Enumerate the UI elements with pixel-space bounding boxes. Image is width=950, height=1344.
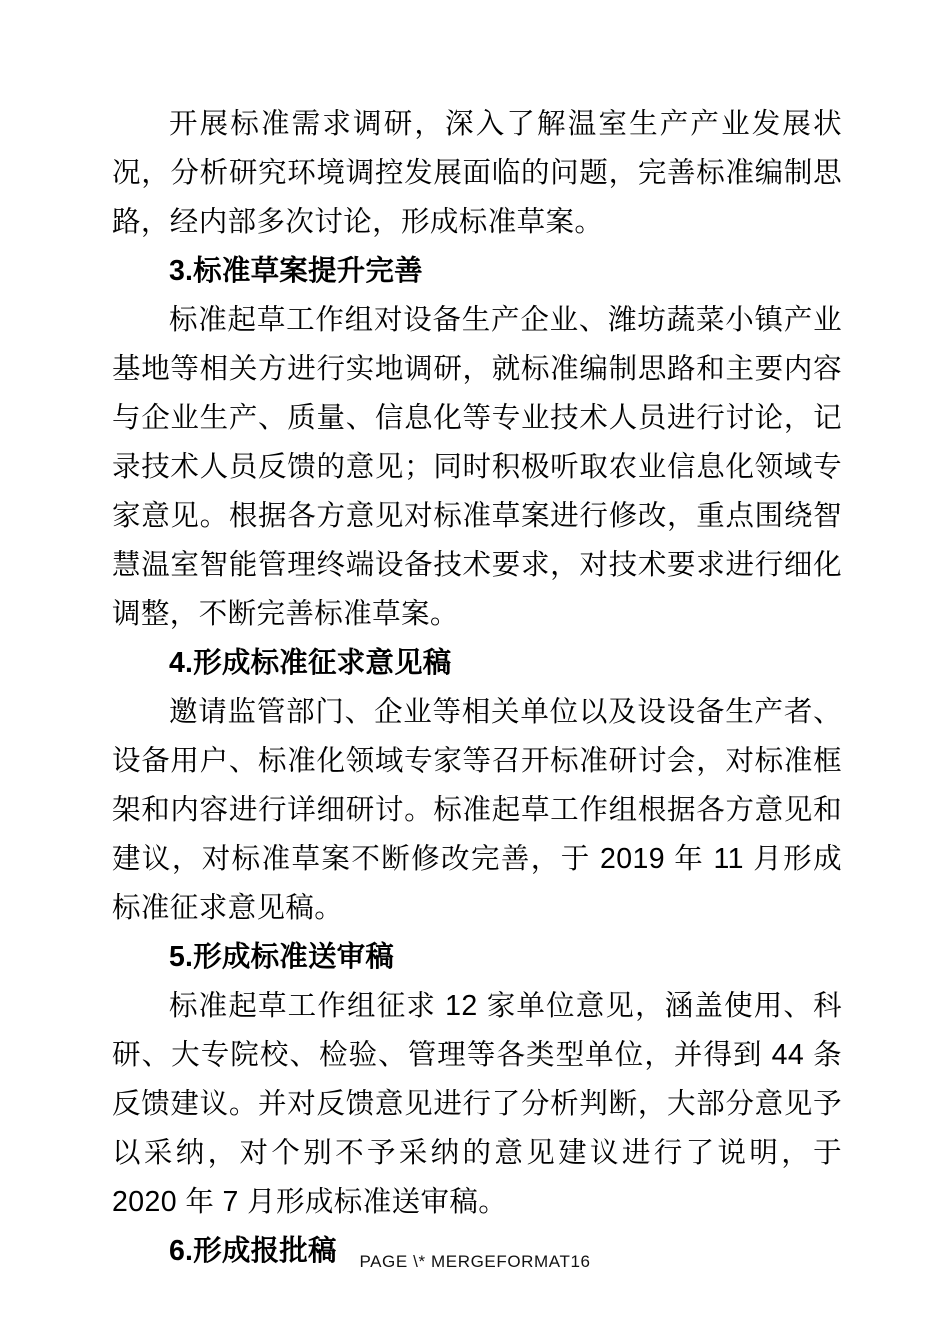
paragraph-5: 标准起草工作组征求 12 家单位意见，涵盖使用、科研、大专院校、检验、管理等各类型单位，并得到 44 条反馈建议。并对反馈意见进行了分析判断，大部分意见予以采纳，对个别不予采纳的意见建议进行了说明，于 2020 年 7 月形成标准送审稿。 bbox=[112, 990, 842, 1219]
document-body bbox=[112, 100, 842, 1276]
paragraph-intro: 开展标准需求调研，深入了解温室生产产业发展状况，分析研究环境调控发展面临的问题，完善标准编制思路，经内部多次讨论，形成标准草案。 bbox=[112, 108, 842, 239]
paragraph-4: 邀请监管部门、企业等相关单位以及设设备生产者、设备用户、标准化领域专家等召开标准研讨会，对标准框架和内容进行详细研讨。标准起草工作组根据各方意见和建议，对标准草案不断修改完善，于 2019 年 11 月形成标准征求意见稿。 bbox=[112, 696, 842, 925]
heading-5: 5.形成标准送审稿 bbox=[169, 941, 395, 974]
heading-6: 6.形成报批稿 bbox=[169, 1235, 337, 1268]
heading-3: 3.标准草案提升完善 bbox=[169, 255, 423, 288]
paragraph-3: 标准起草工作组对设备生产企业、潍坊蔬菜小镇产业基地等相关方进行实地调研，就标准编制思路和主要内容与企业生产、质量、信息化等专业技术人员进行讨论，记录技术人员反馈的意见；同时积极听取农业信息化领域专家意见。根据各方意见对标准草案进行修改，重点围绕智慧温室智能管理终端设备技术要求，对技术要求进行细化调整，不断完善标准草案。 bbox=[112, 304, 842, 631]
page-footer: PAGE \* MERGEFORMAT16 bbox=[359, 1252, 591, 1271]
heading-4: 4.形成标准征求意见稿 bbox=[169, 647, 452, 680]
